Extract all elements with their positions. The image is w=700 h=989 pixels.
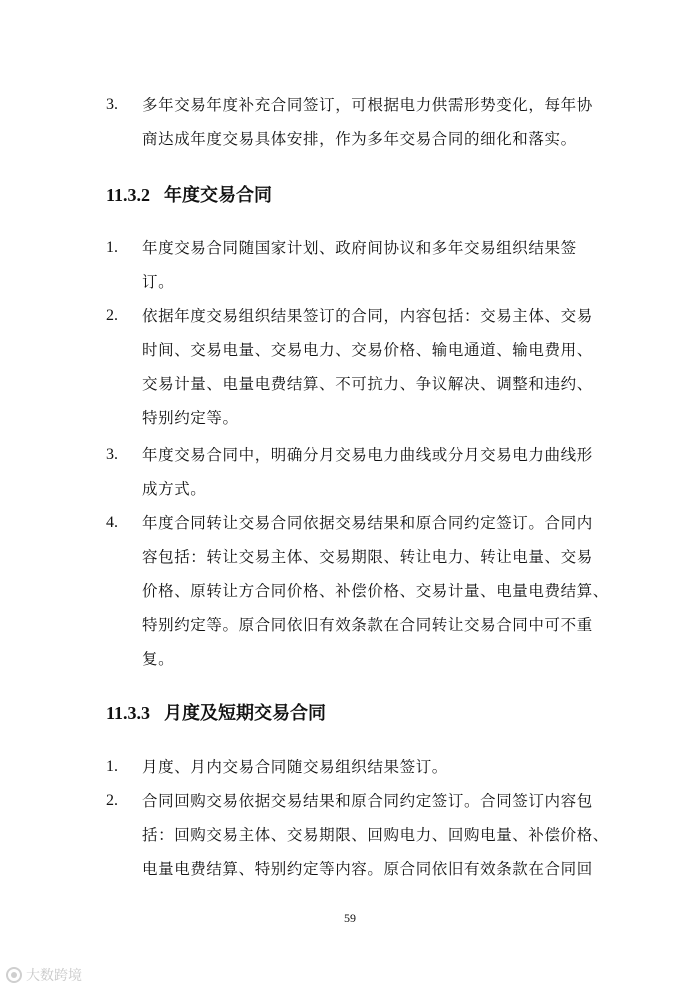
- item-text-line: 特别约定等。原合同依旧有效条款在合同转让交易合同中可不重: [142, 616, 593, 634]
- item-text-line: 依据年度交易组织结果签订的合同，内容包括：交易主体、交易: [142, 307, 593, 325]
- item-text-line: 多年交易年度补充合同签订，可根据电力供需形势变化，每年协: [142, 96, 593, 114]
- watermark-text: 大数跨境: [26, 968, 82, 984]
- item-number: 4.: [106, 514, 118, 531]
- item-text-line: 商达成年度交易具体安排，作为多年交易合同的细化和落实。: [142, 130, 577, 148]
- section-heading: [106, 180, 272, 211]
- item-text-line: 价格、原转让方合同价格、补偿价格、交易计量、电量电费结算、: [142, 582, 609, 600]
- item-number: 1.: [106, 758, 118, 775]
- section-title: 月度及短期交易合同: [164, 703, 327, 724]
- item-text-line: 年度交易合同随国家计划、政府间协议和多年交易组织结果签: [142, 239, 577, 257]
- watermark: [6, 965, 82, 985]
- item-text-line: 容包括：转让交易主体、交易期限、转让电力、转让电量、交易: [142, 548, 593, 566]
- item-number: 3.: [106, 446, 118, 463]
- item-text-line: 时间、交易电量、交易电力、交易价格、输电通道、输电费用、: [142, 341, 593, 359]
- item-text-line: 电量电费结算、特别约定等内容。原合同依旧有效条款在合同回: [142, 860, 593, 878]
- item-text-line: 交易计量、电量电费结算、不可抗力、争议解决、调整和违约、: [142, 375, 593, 393]
- item-text-line: 月度、月内交易合同随交易组织结果签订。: [142, 758, 448, 776]
- brand-logo-icon: [6, 967, 22, 983]
- section-title: 年度交易合同: [164, 185, 273, 206]
- item-number: 1.: [106, 239, 118, 256]
- item-text-line: 特别约定等。: [142, 409, 239, 427]
- item-text-line: 成方式。: [142, 480, 207, 498]
- item-number: 2.: [106, 307, 118, 324]
- item-text-line: 年度交易合同中，明确分月交易电力曲线或分月交易电力曲线形: [142, 446, 593, 464]
- item-text-line: 括：回购交易主体、交易期限、回购电力、回购电量、补偿价格、: [142, 826, 609, 844]
- section-number: 11.3.2: [106, 185, 151, 205]
- item-text-line: 订。: [142, 273, 175, 291]
- section-number: 11.3.3: [106, 703, 151, 723]
- item-number: 2.: [106, 792, 118, 809]
- section-heading: [106, 698, 326, 729]
- page-number: 59: [344, 911, 356, 925]
- item-text-line: 年度合同转让交易合同依据交易结果和原合同约定签订。合同内: [142, 514, 593, 532]
- item-text-line: 复。: [142, 650, 175, 668]
- item-text-line: 合同回购交易依据交易结果和原合同约定签订。合同签订内容包: [142, 792, 593, 810]
- item-number: 3.: [106, 96, 118, 113]
